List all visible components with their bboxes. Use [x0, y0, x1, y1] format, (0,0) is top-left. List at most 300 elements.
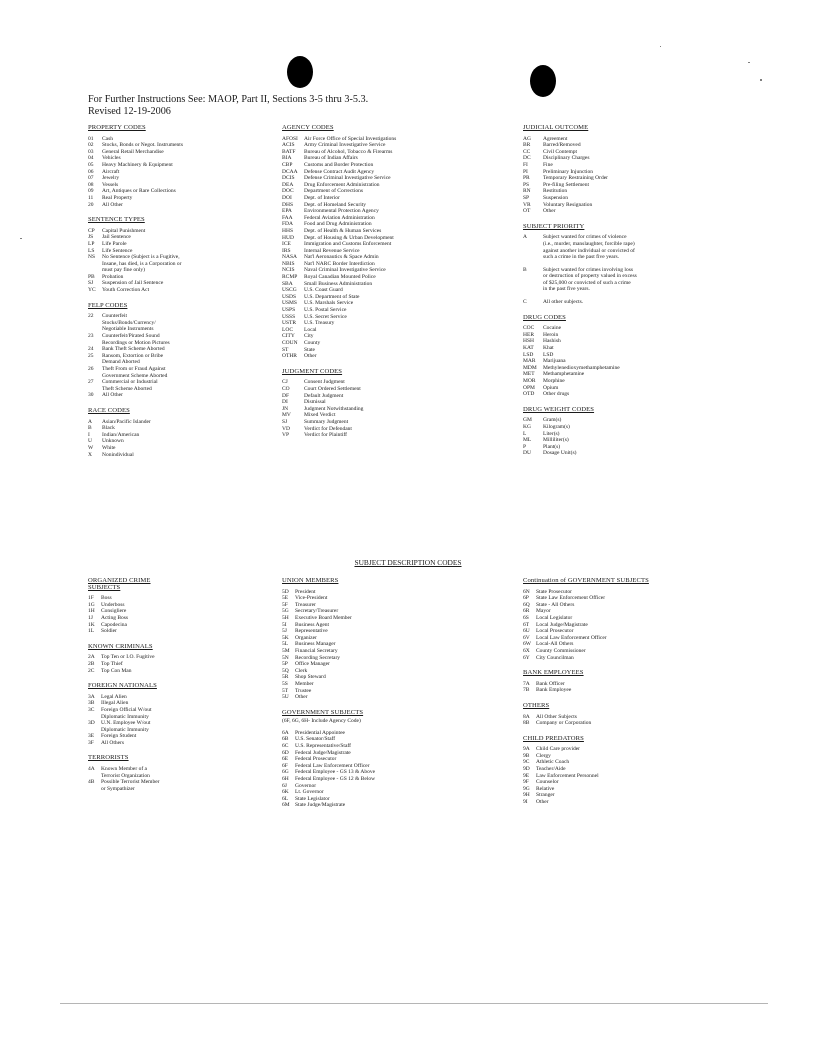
code-value: DEA [282, 181, 294, 188]
code-value: ST [282, 346, 289, 353]
code-description: Dept. of Homeland Security [304, 201, 367, 208]
code-description: State Law Enforcement Officer [536, 595, 606, 602]
code-description: Dept. of Health & Human Services [304, 227, 382, 234]
code-row [523, 759, 723, 766]
column-bottom-left [88, 578, 268, 801]
code-description: General Retail Merchandise [102, 148, 164, 155]
code-value: HUD [282, 234, 294, 241]
code-description: U.N. Employee W/out Diplomatic Immunity [101, 720, 151, 733]
code-description: Boss [101, 595, 112, 602]
code-description: Morphine [543, 378, 565, 384]
code-description: Top Ten or I.O. Fugitive [101, 654, 155, 661]
code-row [88, 182, 268, 189]
code-value: DF [282, 392, 290, 399]
code-value: MDM [523, 364, 537, 371]
code-row [523, 136, 723, 143]
code-description: All other subjects. [543, 299, 584, 306]
code-value: 02 [88, 142, 94, 149]
code-row [523, 595, 723, 602]
revision-date: Revised 12-19-2006 [88, 105, 171, 117]
code-row [88, 766, 268, 779]
code-value: A [88, 418, 92, 425]
code-row [523, 267, 723, 293]
code-description: Internal Revenue Service [304, 247, 360, 254]
code-description: Life Sentence [102, 247, 133, 254]
code-row [523, 202, 723, 209]
code-description: Local Prosecutor [536, 628, 574, 635]
section-title: GOVERNMENT SUBJECTS [282, 708, 364, 716]
code-value: DCAA [282, 168, 298, 175]
code-value: DU [523, 450, 531, 457]
code-description: Consigliere [101, 608, 127, 615]
code-description: Court Ordered Settlement [304, 385, 361, 392]
code-row [523, 182, 723, 189]
code-value: LSD [523, 351, 534, 358]
code-row [282, 641, 502, 648]
code-description: Executive Board Member [295, 614, 352, 621]
code-description: Cocaine [543, 325, 562, 332]
code-row [523, 602, 723, 609]
code-value: 5H [282, 614, 289, 621]
code-description: Fine [543, 161, 553, 168]
code-description: Soldier [101, 628, 117, 635]
code-row [523, 615, 723, 622]
code-description: Defense Criminal Investigative Service [304, 175, 391, 182]
code-row [523, 234, 723, 260]
code-row [282, 589, 502, 596]
code-row [88, 195, 268, 202]
code-value: 6F [282, 762, 288, 769]
code-row [523, 175, 723, 182]
code-value: COUN [282, 340, 298, 346]
code-description: State - All Others [536, 601, 575, 608]
code-row [282, 769, 502, 776]
code-value: FAA [282, 214, 293, 221]
code-row [523, 391, 723, 398]
code-description: Aircraft [102, 168, 120, 175]
code-description: Law Enforcement Personnel [536, 772, 599, 779]
code-description: LSD [543, 351, 554, 358]
code-value: 2A [88, 654, 95, 661]
section-organized-crime-subjects [88, 578, 268, 635]
code-value: 5L [282, 641, 289, 648]
code-description: State Prosecutor [536, 588, 572, 595]
section-terrorists [88, 755, 268, 792]
code-value: COC [523, 325, 535, 332]
code-description: Jewelry [102, 175, 120, 182]
code-description: Local Judge/Magistrate [536, 621, 588, 628]
code-row [88, 445, 268, 452]
code-description: Suspension [543, 194, 569, 201]
code-row [282, 261, 502, 268]
code-value: 5G [282, 608, 289, 615]
code-value: 1K [88, 621, 95, 628]
code-value: SP [523, 194, 530, 201]
code-value: PR [523, 175, 530, 182]
code-row [282, 320, 502, 327]
code-row [523, 332, 723, 339]
code-description: Black [102, 425, 115, 432]
code-value: PS [523, 181, 530, 188]
code-description: Methamphetamine [543, 371, 585, 378]
code-description: Liter(s) [543, 430, 560, 437]
section-title: PROPERTY CODES [88, 124, 146, 131]
code-description: Nat'l Aeronautics & Space Admin [304, 254, 379, 261]
code-value: 7A [523, 680, 530, 687]
code-description: Clergy [536, 752, 551, 759]
code-description: Royal Canadian Mounted Police [304, 274, 376, 281]
code-row [523, 622, 723, 629]
code-description: City [304, 333, 314, 340]
code-description: Acting Boss [101, 614, 129, 621]
code-value: 20 [88, 201, 94, 208]
code-description: Judgment Notwithstanding [304, 405, 364, 412]
section-title: JUDICIAL OUTCOME [523, 124, 589, 131]
scan-speck [660, 46, 661, 47]
code-value: VR [523, 201, 531, 208]
subject-description-codes-title: SUBJECT DESCRIPTION CODES [354, 558, 462, 567]
code-row [523, 188, 723, 195]
code-description: U.S. Senator/Staff [295, 736, 336, 743]
code-value: USTR [282, 320, 297, 327]
code-description: Mixed Verdict [304, 412, 336, 419]
code-value: 5K [282, 634, 289, 641]
code-value: USSS [282, 313, 296, 320]
code-description: Naval Criminal Investigative Service [304, 267, 386, 274]
code-row [282, 228, 502, 235]
code-value: DC [523, 155, 531, 162]
code-description: Heavy Machinery & Equipment [102, 161, 173, 168]
code-description: Disciplinary Charges [543, 155, 590, 162]
code-row [282, 648, 502, 655]
document-header [88, 94, 368, 117]
code-row [282, 379, 502, 386]
code-value: PI [523, 168, 528, 175]
code-description: Member [295, 680, 314, 687]
code-value: 9I [523, 799, 528, 806]
code-description: Khat [543, 345, 554, 352]
code-description: Vehicles [102, 155, 121, 162]
code-row [282, 208, 502, 215]
code-value: 6W [523, 641, 531, 648]
code-row [88, 654, 268, 661]
code-row [282, 750, 502, 757]
code-value: 6A [282, 729, 289, 736]
code-row [88, 234, 268, 241]
code-value: B [88, 425, 92, 432]
code-value: 7B [523, 687, 530, 694]
code-value: 6U [523, 628, 530, 635]
code-value: 3A [88, 693, 95, 700]
code-value: 08 [88, 181, 94, 188]
code-description: Methylenedioxymethamphetamine [543, 364, 620, 371]
code-value: JS [88, 234, 94, 241]
code-description: Cash [102, 135, 113, 142]
code-value: LP [88, 240, 95, 247]
code-description: All Other [102, 201, 123, 208]
code-row [282, 274, 502, 281]
code-value: 3E [88, 733, 95, 740]
code-row [523, 746, 723, 753]
code-value: OPM [523, 384, 535, 391]
code-value: 5N [282, 654, 289, 661]
code-value: 6T [523, 621, 530, 628]
code-row [523, 681, 723, 688]
code-row [88, 353, 268, 366]
code-description: All Other Subjects [536, 713, 577, 720]
code-value: CITY [282, 333, 295, 340]
section-title: BANK EMPLOYEES [523, 669, 584, 677]
code-description: Foreign Official W/out Diplomatic Immunity [101, 706, 152, 720]
section-drug-codes [523, 315, 723, 398]
code-row [88, 608, 268, 615]
code-value: 6K [282, 789, 289, 796]
code-value: 6S [523, 614, 529, 621]
code-description: Local [304, 326, 317, 333]
code-description: U.S. Department of State [304, 293, 360, 300]
section-property-codes [88, 125, 268, 208]
code-row [282, 241, 502, 248]
code-row [88, 707, 268, 720]
code-row [282, 195, 502, 202]
code-value: 1L [88, 628, 95, 635]
code-description: Marijuana [543, 358, 566, 365]
code-value: ICE [282, 241, 291, 248]
code-description: Army Criminal Investigative Service [304, 142, 386, 149]
code-row [282, 267, 502, 274]
section-title: CHILD PREDATORS [523, 734, 584, 742]
code-description: Other [543, 208, 556, 215]
code-description: Theft From or Fraud Against Government Scheme Aborted [102, 366, 168, 379]
code-row [88, 661, 268, 668]
code-description: Lt. Governor [295, 789, 324, 796]
code-value: 1F [88, 595, 94, 602]
code-description: Underboss [101, 601, 125, 608]
code-value: USPS [282, 307, 296, 314]
code-value: LS [88, 247, 95, 254]
code-row [523, 766, 723, 773]
code-value: 5Q [282, 667, 289, 674]
code-row [523, 648, 723, 655]
code-row [88, 720, 268, 733]
code-value: 6Y [523, 654, 530, 661]
code-description: Real Property [102, 194, 133, 201]
code-description: Organizer [295, 634, 317, 641]
code-row [523, 714, 723, 721]
code-row [282, 162, 502, 169]
code-row [523, 155, 723, 162]
code-description: Child Care provider [536, 746, 580, 753]
code-row [88, 595, 268, 602]
code-row [88, 615, 268, 622]
code-description: U.S. Postal Service [304, 307, 347, 314]
code-value: OT [523, 208, 531, 215]
code-description: Illegal Alien [101, 700, 129, 707]
section-title: DRUG CODES [523, 313, 566, 321]
code-row [88, 346, 268, 353]
code-row [88, 779, 268, 792]
code-value: SJ [282, 418, 288, 425]
code-value: NBIS [282, 260, 295, 267]
section-union-members [282, 578, 502, 701]
code-description: Mayor [536, 608, 551, 615]
code-row [282, 419, 502, 426]
code-description: Capodecina [101, 621, 127, 628]
code-value: 11 [88, 194, 94, 201]
code-row [88, 602, 268, 609]
code-description: Federal Employee - GS 12 & Below [295, 776, 376, 783]
section-judgment-codes [282, 369, 502, 439]
code-description: No Sentence (Subject is a Fugitive, Insane, has died, is a Corporation or must pay fine only) [102, 254, 182, 274]
code-description: Commercial or Industrial Theft Scheme Aborted [102, 379, 158, 392]
code-description: U.S. Secret Service [304, 313, 347, 320]
section-title: SUBJECT PRIORITY [523, 222, 585, 230]
code-value: 9D [523, 766, 530, 773]
code-value: 22 [88, 313, 94, 320]
code-description: Verdict for Plaintiff [304, 432, 347, 439]
code-value: HHS [282, 227, 294, 234]
code-row [88, 628, 268, 635]
code-value: L [523, 430, 527, 437]
code-description: Known Member of a Terrorist Organization [101, 766, 150, 779]
code-description: Other [304, 353, 317, 360]
code-description: Subject wanted for crimes of violence (i.e., murder, manslaughter, forcible rape) against another individual or convicted of such a crime in the past five years. [543, 234, 635, 261]
code-row [88, 733, 268, 740]
code-value: 1J [88, 614, 93, 621]
code-description: All Others [101, 739, 125, 746]
code-description: City Councilman [536, 654, 574, 661]
code-value: 9A [523, 746, 530, 753]
code-description: Trustee [295, 687, 312, 694]
code-value: 5E [282, 595, 289, 602]
code-value: 6C [282, 743, 289, 750]
code-description: Secretary/Treasurer [295, 608, 339, 615]
code-value: 3B [88, 700, 95, 707]
code-row [523, 720, 723, 727]
code-value: DHS [282, 201, 294, 208]
code-description: Counselor [536, 779, 559, 786]
section-title: SENTENCE TYPES [88, 216, 145, 224]
section-government-subjects [282, 710, 502, 809]
code-value: 6D [282, 749, 289, 756]
code-row [282, 694, 502, 701]
code-row [88, 280, 268, 287]
code-description: Nat'l NARC Border Interdiction [304, 260, 375, 267]
code-row [282, 281, 502, 288]
code-description: Foreign Student [101, 733, 137, 740]
code-value: KG [523, 423, 531, 430]
section-title: UNION MEMBERS [282, 577, 339, 584]
code-row [523, 352, 723, 359]
code-row [88, 241, 268, 248]
code-value: MAR [523, 358, 536, 365]
section-title: OTHERS [523, 701, 550, 709]
code-description: Vice-President [295, 595, 328, 602]
code-value: 07 [88, 175, 94, 182]
code-row [282, 763, 502, 770]
code-value: CO [282, 385, 290, 392]
code-row [523, 628, 723, 635]
code-row [523, 338, 723, 345]
code-value: 9B [523, 752, 530, 759]
code-value: 9C [523, 759, 530, 766]
code-row [88, 254, 268, 274]
code-description: Local-All Others [536, 641, 574, 648]
code-row [523, 635, 723, 642]
section-subject-priority [523, 224, 723, 306]
code-description: Restitution [543, 188, 568, 195]
code-row [523, 786, 723, 793]
code-value: 06 [88, 168, 94, 175]
code-description: Pre-filing Settlement [543, 181, 589, 188]
code-row [523, 687, 723, 694]
code-value: OTHR [282, 353, 297, 360]
code-row [282, 412, 502, 419]
code-description: Stranger [536, 792, 555, 799]
code-value: BR [523, 142, 531, 149]
code-description: Verdict for Defendant [304, 425, 352, 432]
code-description: Agreement [543, 135, 568, 142]
section-subtitle: (6F, 6G, 6H- Include Agency Code) [282, 718, 361, 725]
section-judicial-outcome [523, 125, 723, 215]
section-felp-codes [88, 303, 268, 399]
code-row [523, 299, 723, 306]
code-value: CBP [282, 161, 293, 168]
code-value: BATF [282, 148, 296, 155]
code-description: Bank Employee [536, 687, 572, 694]
section-others [523, 703, 723, 727]
code-row [282, 789, 502, 796]
section-bank-employees [523, 670, 723, 694]
code-value: EPA [282, 208, 292, 215]
code-value: JN [282, 405, 289, 412]
code-row [88, 175, 268, 182]
code-row [282, 202, 502, 209]
code-value: 26 [88, 366, 94, 372]
code-description: Shop Steward [295, 674, 326, 681]
code-row [88, 366, 268, 379]
code-description: Vessels [102, 181, 119, 188]
code-value: BIA [282, 155, 292, 162]
code-value: GM [523, 417, 532, 424]
code-row [523, 208, 723, 215]
section-title: KNOWN CRIMINALS [88, 642, 153, 650]
code-value: CJ [282, 379, 288, 386]
code-row [523, 162, 723, 169]
code-row [282, 688, 502, 695]
punch-hole-left [287, 56, 313, 88]
code-description: Dismissal [304, 399, 326, 406]
code-description: Other [536, 799, 549, 806]
code-description: Federal Prosecutor [295, 756, 337, 763]
code-value: DI [282, 399, 288, 406]
code-description: Athletic Coach [536, 759, 570, 766]
code-row [523, 799, 723, 806]
code-value: 6N [523, 588, 530, 595]
code-value: 6L [282, 795, 289, 802]
section-drug-weight-codes [523, 407, 723, 457]
code-value: 6B [282, 736, 289, 743]
section-title: DRUG WEIGHT CODES [523, 405, 595, 413]
code-description: Opium [543, 384, 559, 391]
code-description: Presidential Appointee [295, 729, 345, 736]
code-row [282, 333, 502, 340]
code-description: Heroin [543, 331, 559, 338]
code-value: 6H [282, 776, 289, 783]
code-row [523, 149, 723, 156]
code-description: Subject wanted for crimes involving loss or destruction of property valued in excess of $25,000 or convicted of such a crime in the past five years. [543, 266, 637, 293]
code-row [88, 188, 268, 195]
